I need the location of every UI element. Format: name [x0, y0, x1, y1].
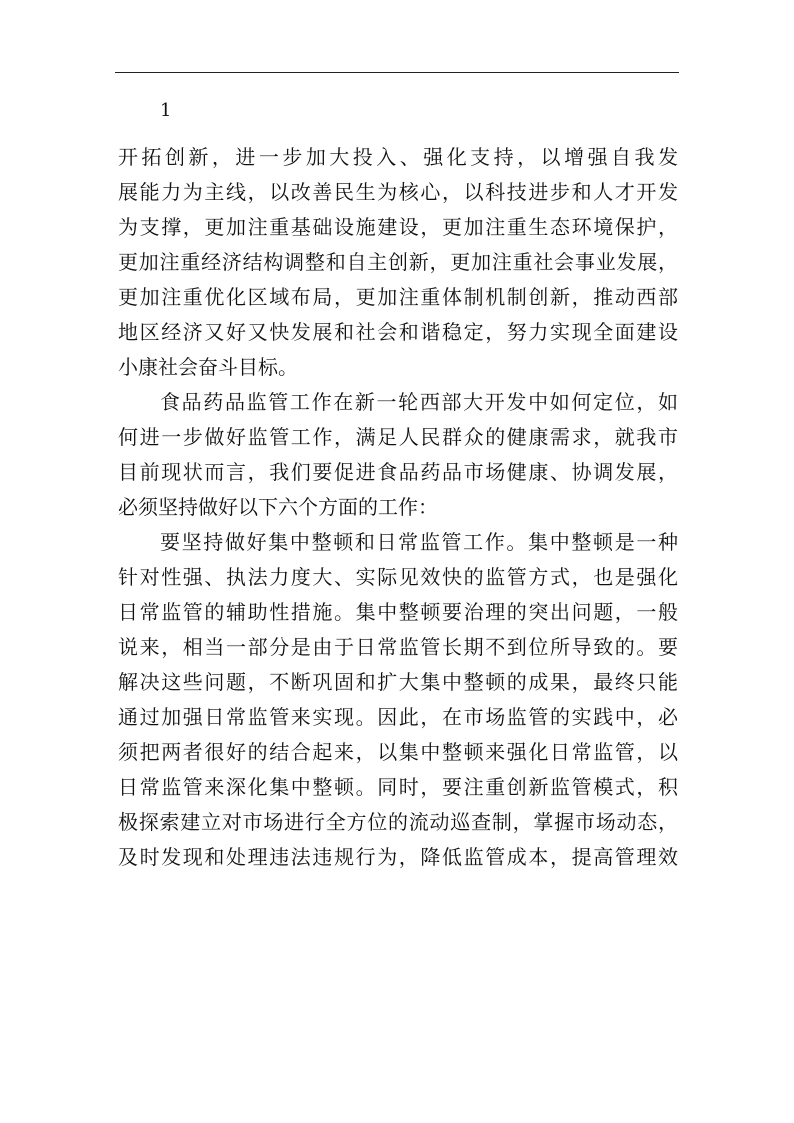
- text-line: 小康社会奋斗目标。: [118, 355, 298, 379]
- text-line: 更加注重经济结构调整和自主创新，更加注重社会事业发展，: [118, 250, 678, 274]
- text-line: 目前现状而言，我们要促进食品药品市场健康、协调发展，: [118, 460, 678, 484]
- text-line: 为支撑，更加注重基础设施建设，更加注重生态环境保护，: [118, 215, 678, 239]
- text-line: 极探索建立对市场进行全方位的流动巡查制，掌握市场动态，: [118, 810, 678, 834]
- text-line: 须把两者很好的结合起来，以集中整顿来强化日常监管，以: [118, 740, 678, 764]
- paragraph-3: [118, 525, 678, 875]
- text-line: 展能力为主线，以改善民生为核心，以科技进步和人才开发: [118, 180, 678, 204]
- paragraph-2: [118, 385, 678, 525]
- text-line: 要坚持做好集中整顿和日常监管工作。集中整顿是一种: [160, 530, 678, 554]
- body-text: [118, 140, 678, 875]
- text-line: 针对性强、执法力度大、实际见效快的监管方式，也是强化: [118, 565, 678, 589]
- page-number: 1: [160, 100, 172, 121]
- text-line: 地区经济又好又快发展和社会和谐稳定，努力实现全面建设: [118, 320, 678, 344]
- text-line: 通过加强日常监管来实现。因此，在市场监管的实践中，必: [118, 705, 678, 729]
- text-line: 何进一步做好监管工作，满足人民群众的健康需求，就我市: [118, 425, 678, 449]
- text-line: 必须坚持做好以下六个方面的工作：: [118, 495, 438, 519]
- text-line: 日常监管的辅助性措施。集中整顿要治理的突出问题，一般: [118, 600, 678, 624]
- header-rule: [115, 72, 679, 73]
- text-line: 开拓创新，进一步加大投入、强化支持，以增强自我发: [118, 145, 678, 169]
- text-line: 说来，相当一部分是由于日常监管长期不到位所导致的。要: [118, 635, 678, 659]
- text-line: 日常监管来深化集中整顿。同时，要注重创新监管模式，积: [118, 775, 678, 799]
- text-line: 及时发现和处理违法违规行为，降低监管成本，提高管理效: [118, 845, 678, 869]
- paragraph-1: [118, 140, 678, 385]
- text-line: 食品药品监管工作在新一轮西部大开发中如何定位，如: [160, 390, 678, 414]
- text-line: 更加注重优化区域布局，更加注重体制机制创新，推动西部: [118, 285, 678, 309]
- text-line: 解决这些问题，不断巩固和扩大集中整顿的成果，最终只能: [118, 670, 678, 694]
